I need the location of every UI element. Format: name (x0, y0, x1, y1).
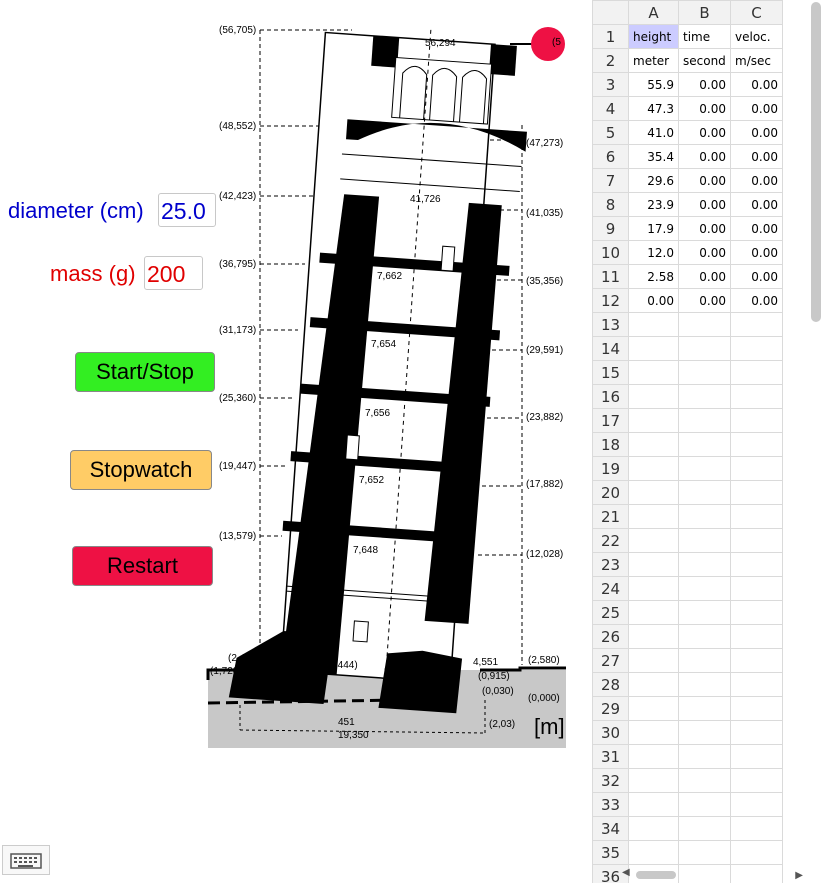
row-header[interactable]: 28 (593, 673, 629, 697)
row-header[interactable]: 5 (593, 121, 629, 145)
cell[interactable] (731, 649, 783, 673)
row-header[interactable]: 23 (593, 553, 629, 577)
cell[interactable]: 0.00 (679, 121, 731, 145)
diameter-input[interactable]: 25.0 (158, 193, 216, 227)
cell[interactable]: 47.3 (629, 97, 679, 121)
cell[interactable] (629, 553, 679, 577)
cell[interactable] (629, 337, 679, 361)
row-header[interactable]: 11 (593, 265, 629, 289)
row-header[interactable]: 25 (593, 601, 629, 625)
scroll-left-icon[interactable]: ◀ (622, 867, 630, 878)
table-row (593, 409, 783, 433)
cell[interactable] (731, 793, 783, 817)
table-row (593, 721, 783, 745)
table-row (593, 673, 783, 697)
row-header[interactable]: 32 (593, 769, 629, 793)
stopwatch-button[interactable]: Stopwatch (70, 450, 212, 490)
dim-right-2: (35,356) (526, 276, 564, 287)
dim-base-4: (0,030) (482, 686, 514, 697)
dim-left-7: (13,579) (219, 531, 257, 542)
row-header[interactable]: 27 (593, 649, 629, 673)
cell[interactable]: 29.6 (629, 169, 679, 193)
cell[interactable] (731, 409, 783, 433)
cell[interactable]: 41.0 (629, 121, 679, 145)
cell[interactable]: 23.9 (629, 193, 679, 217)
cell[interactable] (731, 505, 783, 529)
table-row (593, 769, 783, 793)
cell[interactable] (629, 385, 679, 409)
row-header[interactable]: 14 (593, 337, 629, 361)
cell[interactable] (679, 697, 731, 721)
dim-left-4: (31,173) (219, 325, 257, 336)
row-header[interactable]: 3 (593, 73, 629, 97)
row-header[interactable]: 9 (593, 217, 629, 241)
cell[interactable] (679, 601, 731, 625)
cell[interactable] (679, 337, 731, 361)
row-header[interactable]: 33 (593, 793, 629, 817)
cell[interactable] (629, 721, 679, 745)
table-row (593, 505, 783, 529)
dim-right-3: (29,591) (526, 345, 564, 356)
cell[interactable] (731, 841, 783, 865)
dim-right-5: (17,882) (526, 479, 564, 490)
cell[interactable] (629, 433, 679, 457)
cell[interactable] (731, 481, 783, 505)
dim-inner-1: 41,726 (410, 194, 441, 205)
cell[interactable]: 0.00 (731, 217, 783, 241)
table-row (593, 601, 783, 625)
cell[interactable]: 0.00 (731, 265, 783, 289)
row-header[interactable]: 29 (593, 697, 629, 721)
row-header[interactable]: 7 (593, 169, 629, 193)
cell[interactable] (731, 721, 783, 745)
cell[interactable]: 0.00 (731, 73, 783, 97)
table-row (593, 697, 783, 721)
cell[interactable] (629, 601, 679, 625)
row-header[interactable]: 6 (593, 145, 629, 169)
cell[interactable]: 0.00 (679, 289, 731, 313)
row-header[interactable]: 20 (593, 481, 629, 505)
cell[interactable]: 0.00 (731, 121, 783, 145)
cell[interactable] (629, 649, 679, 673)
cell[interactable] (629, 697, 679, 721)
corner-cell[interactable] (593, 1, 629, 25)
cell[interactable]: 0.00 (679, 217, 731, 241)
row-header[interactable]: 22 (593, 529, 629, 553)
cell[interactable] (731, 817, 783, 841)
restart-button[interactable]: Restart (72, 546, 213, 586)
dim-right-7: (2,580) (528, 655, 560, 666)
mass-input[interactable]: 200 (144, 256, 203, 290)
cell[interactable] (731, 697, 783, 721)
dim-base-3: (0,915) (478, 671, 510, 682)
table-row (593, 745, 783, 769)
row-header[interactable]: 34 (593, 817, 629, 841)
cell[interactable] (629, 313, 679, 337)
table-row (593, 649, 783, 673)
dim-right-0: (47,273) (526, 138, 564, 149)
row-header[interactable]: 19 (593, 457, 629, 481)
cell[interactable] (679, 625, 731, 649)
cell[interactable] (629, 529, 679, 553)
cell[interactable] (731, 361, 783, 385)
cell[interactable] (679, 553, 731, 577)
cell[interactable] (629, 673, 679, 697)
table-row (593, 169, 783, 193)
cell[interactable]: 0.00 (731, 145, 783, 169)
row-header[interactable]: 12 (593, 289, 629, 313)
cell[interactable] (731, 337, 783, 361)
row-header[interactable]: 4 (593, 97, 629, 121)
cell[interactable] (629, 841, 679, 865)
cell[interactable] (679, 481, 731, 505)
cell[interactable]: 0.00 (731, 193, 783, 217)
row-header[interactable]: 16 (593, 385, 629, 409)
row-header[interactable]: 2 (593, 49, 629, 73)
cell[interactable] (679, 385, 731, 409)
table-row (593, 553, 783, 577)
table-row (593, 145, 783, 169)
cell[interactable] (629, 625, 679, 649)
dim-left-3: (36,795) (219, 259, 257, 270)
table-row (593, 49, 783, 73)
cell[interactable]: 0.00 (679, 193, 731, 217)
cell[interactable]: 35.4 (629, 145, 679, 169)
table-row (593, 361, 783, 385)
cell[interactable] (679, 361, 731, 385)
row-header[interactable]: 24 (593, 577, 629, 601)
diameter-label: diameter (cm) (8, 198, 144, 223)
cell[interactable]: veloc. (731, 25, 783, 49)
unit-label: [m] (534, 714, 565, 739)
dim-left-8: (2,496) (228, 653, 260, 664)
cell[interactable] (629, 745, 679, 769)
dim-left-9: (1,720) (210, 666, 242, 677)
cell[interactable] (731, 625, 783, 649)
cell[interactable] (679, 673, 731, 697)
cell[interactable] (629, 361, 679, 385)
table-row (593, 313, 783, 337)
scroll-right-icon[interactable]: ▶ (795, 870, 803, 881)
dim-left-1: (48,552) (219, 121, 257, 132)
table-row (593, 217, 783, 241)
cell[interactable] (679, 577, 731, 601)
horizontal-scrollbar[interactable] (622, 869, 792, 881)
start-stop-button[interactable]: Start/Stop (75, 352, 215, 392)
dim-base-5: (2,03) (489, 719, 516, 730)
dim-inner-5: 7,652 (359, 475, 385, 486)
cell[interactable] (731, 577, 783, 601)
cell[interactable]: 17.9 (629, 217, 679, 241)
table-row (593, 433, 783, 457)
row-header[interactable]: 21 (593, 505, 629, 529)
cell[interactable]: 0.00 (679, 73, 731, 97)
cell[interactable] (731, 529, 783, 553)
keyboard-button[interactable] (2, 845, 50, 875)
cell[interactable] (679, 505, 731, 529)
dim-inner-0: 56,294 (425, 38, 456, 49)
dim-right-8: (0,000) (528, 693, 560, 704)
table-row (593, 121, 783, 145)
row-header[interactable]: 31 (593, 745, 629, 769)
table-row (593, 193, 783, 217)
mass-label: mass (g) (50, 261, 136, 286)
column-header-a[interactable]: A (629, 1, 679, 25)
row-header[interactable]: 30 (593, 721, 629, 745)
cell[interactable] (731, 745, 783, 769)
cell[interactable] (679, 457, 731, 481)
table-row (593, 577, 783, 601)
row-header[interactable]: 1 (593, 25, 629, 49)
row-header[interactable]: 17 (593, 409, 629, 433)
cell[interactable]: 0.00 (731, 169, 783, 193)
dim-inner-3: 7,654 (371, 339, 397, 350)
cell[interactable] (679, 793, 731, 817)
cell[interactable] (731, 313, 783, 337)
cell[interactable] (679, 745, 731, 769)
dim-inner-6: 7,648 (353, 545, 379, 556)
table-row (593, 97, 783, 121)
cell[interactable] (629, 577, 679, 601)
row-header[interactable]: 36 (593, 865, 629, 883)
row-header[interactable]: 13 (593, 313, 629, 337)
cell[interactable]: m/sec (731, 49, 783, 73)
cell[interactable] (679, 433, 731, 457)
cell[interactable] (629, 793, 679, 817)
vertical-scrollbar[interactable] (811, 2, 821, 322)
cell[interactable] (679, 817, 731, 841)
table-row (593, 337, 783, 361)
cell[interactable] (629, 817, 679, 841)
cell[interactable] (679, 313, 731, 337)
table-row (593, 817, 783, 841)
dim-left-6: (19,447) (219, 461, 257, 472)
cell[interactable] (629, 409, 679, 433)
table-row (593, 793, 783, 817)
cell[interactable]: height (629, 25, 679, 49)
dim-base-0: (2,444) (326, 660, 358, 671)
table-row (593, 241, 783, 265)
table-row (593, 73, 783, 97)
cell[interactable]: second (679, 49, 731, 73)
table-row (593, 289, 783, 313)
cell[interactable] (679, 769, 731, 793)
cell[interactable] (731, 385, 783, 409)
cell[interactable]: 0.00 (629, 289, 679, 313)
cell[interactable] (731, 457, 783, 481)
cell[interactable] (731, 553, 783, 577)
cell[interactable]: 0.00 (679, 169, 731, 193)
spreadsheet-view[interactable] (592, 0, 823, 883)
row-header[interactable]: 35 (593, 841, 629, 865)
dim-base-1: (1,555) (384, 665, 416, 676)
dim-base-2: 4,551 (473, 657, 499, 668)
cell[interactable]: 0.00 (679, 241, 731, 265)
row-header[interactable]: 15 (593, 361, 629, 385)
column-header-b[interactable]: B (679, 1, 731, 25)
cell[interactable] (679, 841, 731, 865)
dim-inner-2: 7,662 (377, 271, 403, 282)
cell[interactable]: 0.00 (679, 145, 731, 169)
dim-inner-4: 7,656 (365, 408, 391, 419)
cell[interactable]: meter (629, 49, 679, 73)
table-row (593, 265, 783, 289)
row-header[interactable]: 18 (593, 433, 629, 457)
cell[interactable] (731, 433, 783, 457)
dim-right-1: (41,035) (526, 208, 564, 219)
cell[interactable]: 0.00 (731, 97, 783, 121)
column-header-c[interactable]: C (731, 1, 783, 25)
cell[interactable] (629, 505, 679, 529)
dim-right-4: (23,882) (526, 412, 564, 423)
cell[interactable]: 12.0 (629, 241, 679, 265)
cell[interactable] (679, 649, 731, 673)
cell[interactable] (679, 529, 731, 553)
cell[interactable] (731, 673, 783, 697)
table-row (593, 457, 783, 481)
dim-left-2: (42,423) (219, 191, 257, 202)
dim-left-5: (25,360) (219, 393, 257, 404)
table-row (593, 385, 783, 409)
cell[interactable]: 0.00 (679, 97, 731, 121)
cell[interactable]: 0.00 (679, 265, 731, 289)
cell[interactable]: 2.58 (629, 265, 679, 289)
cell[interactable] (629, 769, 679, 793)
spreadsheet-grid[interactable] (592, 0, 783, 883)
row-header[interactable]: 8 (593, 193, 629, 217)
row-header[interactable]: 26 (593, 625, 629, 649)
table-row (593, 481, 783, 505)
cell[interactable]: time (679, 25, 731, 49)
keyboard-icon (3, 846, 49, 874)
dim-right-6: (12,028) (526, 549, 564, 560)
cell[interactable] (629, 481, 679, 505)
table-row (593, 529, 783, 553)
row-header[interactable]: 10 (593, 241, 629, 265)
dim-base-7: 19,350 (338, 730, 369, 741)
cell[interactable]: 0.00 (731, 289, 783, 313)
cell[interactable] (731, 601, 783, 625)
table-row (593, 841, 783, 865)
cell[interactable] (731, 769, 783, 793)
table-row (593, 625, 783, 649)
dim-base-6: 451 (338, 717, 355, 728)
cell[interactable] (679, 409, 731, 433)
cell[interactable]: 0.00 (731, 241, 783, 265)
dim-top-right: (5 (552, 37, 561, 48)
cell[interactable]: 55.9 (629, 73, 679, 97)
cell[interactable] (629, 457, 679, 481)
cell[interactable] (679, 721, 731, 745)
table-row (593, 25, 783, 49)
dim-left-0: (56,705) (219, 25, 257, 36)
